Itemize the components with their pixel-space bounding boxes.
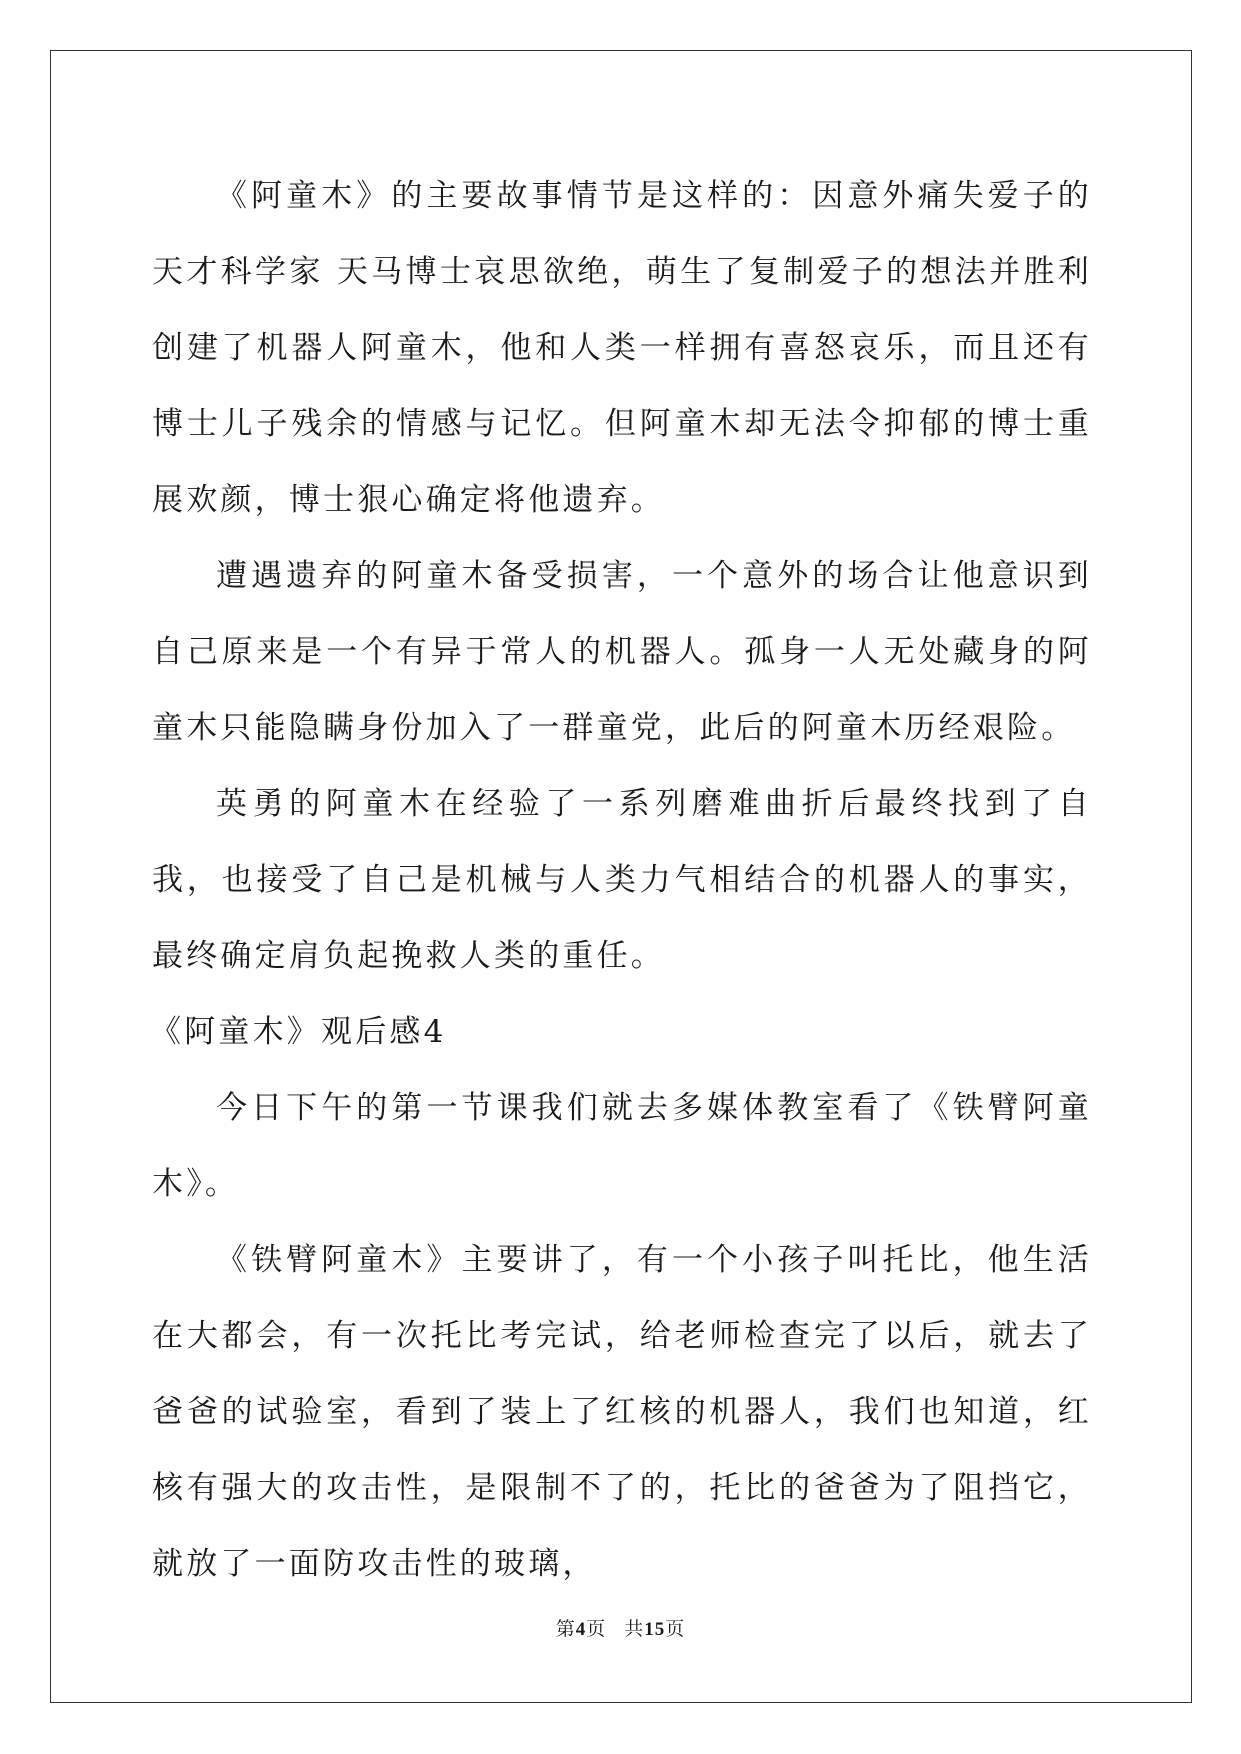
total-label-prefix: 共	[624, 1618, 645, 1640]
page-label-suffix: 页	[586, 1618, 607, 1640]
page-label-prefix: 第	[555, 1618, 576, 1640]
total-label-suffix: 页	[665, 1618, 686, 1640]
page-number: 4	[575, 1619, 587, 1640]
paragraph-abandonment: 遭遇遗弃的阿童木备受损害，一个意外的场合让他意识到自己原来是一个有异于常人的机器人。孤身一人无处藏身的阿童木只能隐瞒身份加入了一群童党，此后的阿童木历经艰险。	[152, 558, 1092, 746]
paragraph-self-discovery: 英勇的阿童木在经验了一系列磨难曲折后最终找到了自我，也接受了自己是机械与人类力气相结合的机器人的事实，最终确定肩负起挽救人类的重任。	[152, 786, 1092, 974]
paragraph-afternoon-class: 今日下午的第一节课我们就去多媒体教室看了《铁臂阿童木》。	[152, 1090, 1092, 1202]
document-body	[152, 158, 1092, 1602]
page-footer	[0, 1614, 1241, 1641]
total-pages: 15	[644, 1619, 666, 1640]
section-heading: 《阿童木》观后感4	[150, 1014, 447, 1050]
paragraph-story-summary: 《阿童木》的主要故事情节是这样的：因意外痛失爱子的天才科学家 天马博士哀思欲绝，萌生了复制爱子的想法并胜利创建了机器人阿童木，他和人类一样拥有喜怒哀乐，而且还有博士儿子残余的情感与记忆。但阿童木却无法令抑郁的博士重展欢颜，博士狠心确定将他遗弃。	[152, 178, 1092, 518]
paragraph-toby-story: 《铁臂阿童木》主要讲了，有一个小孩子叫托比，他生活在大都会，有一次托比考完试，给老师检查完了以后，就去了爸爸的试验室，看到了装上了红核的机器人，我们也知道，红核有强大的攻击性，是限制不了的，托比的爸爸为了阻挡它，就放了一面防攻击性的玻璃，	[152, 1242, 1092, 1582]
